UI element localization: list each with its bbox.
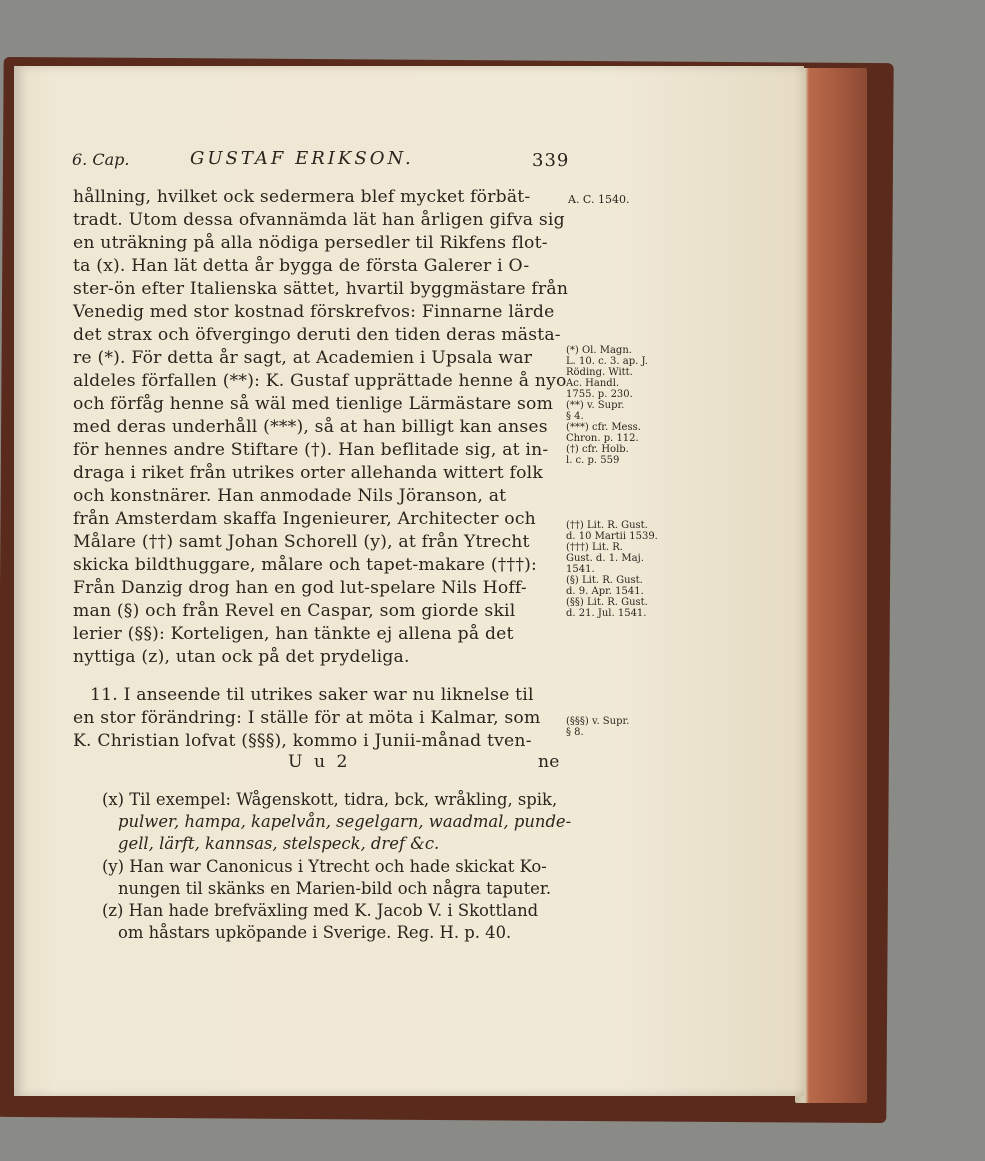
footnote-line: gell, lärft, kannsas, stelspeck, dref &c. [118,834,440,853]
margin-note: (§§§) v. Supr. § 8. [566,716,630,738]
footnote-line: (y) Han war Canonicus i Ytrecht och hade skickat Ko- [102,857,547,876]
text-line: lerier (§§): Korteligen, han tänkte ej allena på det [73,624,514,644]
text-line: Venedig med stor kostnad förskrefvos: Finnarne lärde [73,302,555,322]
text-line: skicka bildthuggare, målare och tapet-makare (†††): [73,555,538,575]
text-line: nyttiga (z), utan ock på det prydeliga. [73,647,410,667]
margin-note: (††) Lit. R. Gust. d. 10 Martii 1539. (†††) Lit. R. Gust. d. 1. Maj. 1541. (§) Lit. R. Gust. d. 9. Apr. 1541. (§§) Lit. R. Gust. d. 21. Jul. 1541. [566,520,658,619]
footnote-line: nungen til skänks en Marien-bild och några taputer. [118,879,552,898]
running-title: GUSTAF ERIKSON. [190,148,414,169]
text-line: för hennes andre Stiftare (†). Han beflitade sig, at in- [73,440,549,460]
margin-note: (*) Ol. Magn. L. 10. c. 3. ap. J. Röding. Witt. Ac. Handl. 1755. p. 230. (**) v. Supr. § 4. (***) cfr. Mess. Chron. p. 112. (†) cfr. Holb. l. c. p. 559 [566,345,648,466]
text-line: Från Danzig drog han en god lut-spelare Nils Hoff- [73,578,527,598]
text-line: och konstnärer. Han anmodade Nils Jöranson, at [73,486,507,506]
footnote-line: pulwer, hampa, kapelvån, segelgarn, waadmal, punde- [118,812,572,831]
section-line: K. Christian lofvat (§§§), kommo i Junii-månad tven- [73,731,532,751]
text-line: en uträkning på alla nödiga persedler til Rikfens flot- [73,233,548,253]
text-line: tradt. Utom dessa ofvannämda lät han årligen gifva sig [73,210,565,230]
text-line: aldeles förfallen (**): K. Gustaf upprättade henne å nyo [73,371,567,391]
text-line: det strax och öfvergingo deruti den tiden deras mästa- [73,325,561,345]
text-line: ster-ön efter Italienska sättet, hvartil byggmästare från [73,279,569,299]
page-number: 339 [532,150,570,171]
text-line: Målare (††) samt Johan Schorell (y), at från Ytrecht [73,532,530,552]
text-line: hållning, hvilket ock sedermera blef mycket förbät- [73,187,531,207]
text-line: och förfåg henne så wäl med tienlige Lärmästare som [73,394,554,414]
text-line: med deras underhåll (***), så at han billigt kan anses [73,417,548,437]
section-line: 11. I anseende til utrikes saker war nu liknelse til [90,685,534,705]
footnote-line: om håstars upköpande i Sverige. Reg. H. p. 40. [118,923,512,942]
text-line: draga i riket från utrikes orter allehanda wittert folk [73,463,543,483]
text-line: ta (x). Han lät detta år bygga de första Galerer i O- [73,256,530,276]
catchword: ne [538,752,560,772]
text-line: re (*). För detta år sagt, at Academien i Upsala war [73,348,533,368]
text-line: från Amsterdam skaffa Ingenieurer, Architecter och [73,509,536,529]
footnote-line: (z) Han hade brefväxling med K. Jacob V. i Skottland [102,901,539,920]
footnote-line: (x) Til exempel: Wågenskott, tidra, bck, wråkling, spik, [102,790,558,809]
section-line: en stor förändring: I ställe för at möta i Kalmar, som [73,708,541,728]
text-line: man (§) och från Revel en Caspar, som giorde skil [73,601,516,621]
margin-note-year: A. C. 1540. [568,193,630,206]
page-edges [795,68,867,1103]
signature-mark: U u 2 [288,752,351,772]
chapter-label: 6. Cap. [72,150,130,169]
